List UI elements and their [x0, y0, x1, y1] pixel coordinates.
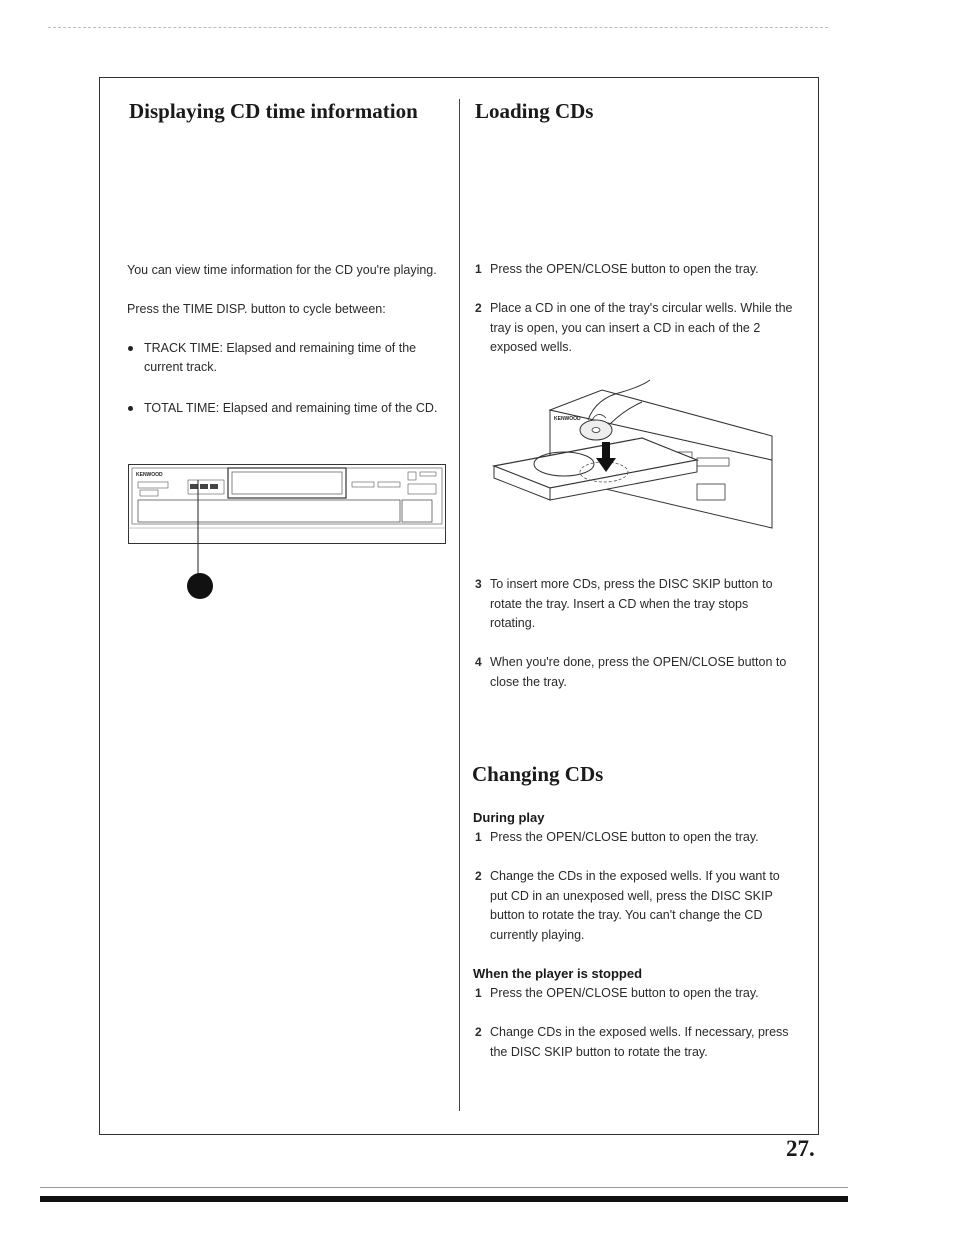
section-heading-changing: Changing CDs [472, 762, 604, 786]
loading-step-3 [475, 575, 795, 634]
step-number: 2 [475, 301, 482, 315]
step-number: 2 [475, 1025, 482, 1039]
step-text: To insert more CDs, press the DISC SKIP button to rotate the tray. Insert a CD when the tray stops rotating. [490, 577, 773, 630]
when-stopped-step-2 [475, 1023, 795, 1062]
cd-tray-loading-figure [492, 380, 782, 530]
step-text: Press the OPEN/CLOSE button to open the tray. [490, 830, 759, 844]
step-text: Change the CDs in the exposed wells. If you want to put CD in an unexposed well, press the DISC SKIP button to rotate the tray. You can't change the CD currently playing. [490, 869, 780, 942]
during-play-step-2 [475, 867, 793, 945]
loading-step-4 [475, 653, 795, 692]
when-stopped-step-1 [475, 984, 795, 1004]
time-info-instruction: Press the TIME DISP. button to cycle between: [127, 302, 386, 316]
bullet-text: TOTAL TIME: Elapsed and remaining time of the CD. [144, 401, 438, 415]
subheading-when-stopped: When the player is stopped [473, 966, 643, 981]
bottom-thick-rule [40, 1196, 848, 1202]
time-info-intro: You can view time information for the CD you're playing. [127, 263, 437, 277]
bullet-text: TRACK TIME: Elapsed and remaining time of the current track. [144, 341, 417, 374]
loading-step-2 [475, 299, 795, 358]
top-dashed-rule [48, 27, 828, 28]
step-text: Press the OPEN/CLOSE button to open the tray. [490, 986, 759, 1000]
section-heading-loading: Loading CDs [475, 99, 594, 123]
step-number: 1 [475, 986, 482, 1000]
step-text: When you're done, press the OPEN/CLOSE button to close the tray. [490, 655, 787, 689]
step-text: Change CDs in the exposed wells. If necessary, press the DISC SKIP button to rotate the tray. [490, 1025, 789, 1059]
step-text: Press the OPEN/CLOSE button to open the tray. [490, 262, 759, 276]
column-divider [459, 99, 460, 1111]
cd-player-front-panel-figure [128, 464, 448, 604]
step-number: 3 [475, 577, 482, 591]
step-text: Place a CD in one of the tray's circular wells. While the tray is open, you can insert a CD in each of the 2 exposed wells. [490, 301, 793, 354]
subheading-during-play: During play [473, 810, 545, 825]
bullet-dot-icon [128, 346, 133, 351]
step-number: 1 [475, 830, 482, 844]
during-play-step-1 [475, 828, 795, 848]
tray-brand-logo: KENWOOD [554, 416, 581, 422]
step-number: 2 [475, 869, 482, 883]
loading-step-1 [475, 260, 795, 280]
step-number: 1 [475, 262, 482, 276]
bullet-dot-icon [128, 406, 133, 411]
step-number: 4 [475, 655, 482, 669]
brand-logo: KENWOOD [136, 472, 163, 478]
page-number: 27. [786, 1136, 815, 1161]
bullet-track-time [128, 339, 428, 377]
bullet-total-time [128, 399, 453, 418]
bottom-thin-rule [40, 1187, 848, 1188]
section-heading-time-info: Displaying CD time information [129, 99, 418, 123]
